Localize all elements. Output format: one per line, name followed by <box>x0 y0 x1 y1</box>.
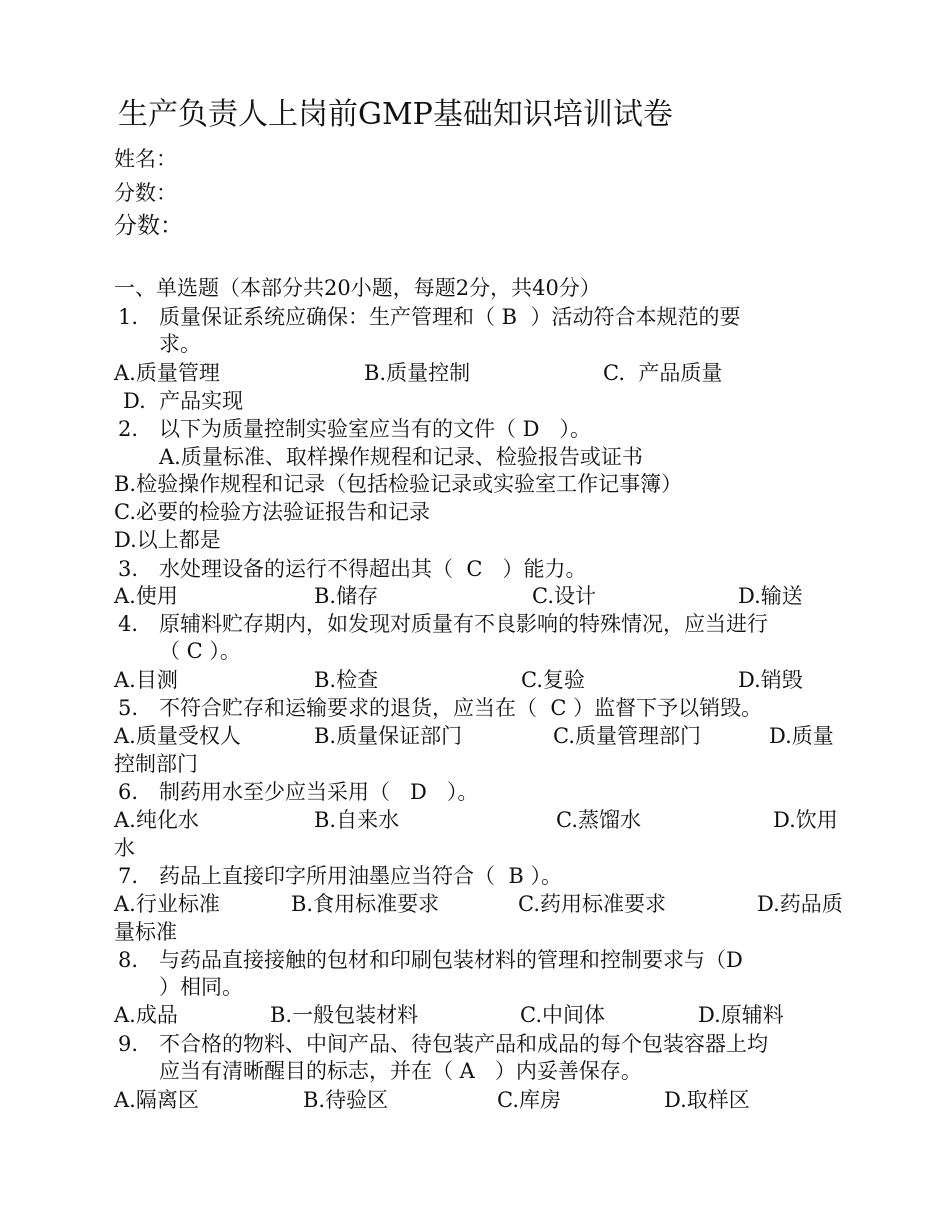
option-c: C.必要的检验方法验证报告和记录 <box>114 500 430 524</box>
question-number: 8. <box>118 948 139 972</box>
question-number: 3. <box>118 557 139 581</box>
option-b: B.检查 <box>314 668 379 692</box>
question-text-continued: 应当有清晰醒目的标志，并在（ A ）内妥善保存。 <box>159 1059 642 1083</box>
option-b: B.检验操作规程和记录（包括检验记录或实验室工作记事簿） <box>114 472 683 496</box>
section-heading: 一、单选题（本部分共20小题，每题2分，共40分） <box>114 276 601 300</box>
option-a: A.质量管理 <box>114 361 220 385</box>
option-b: B.一般包装材料 <box>270 1003 419 1027</box>
option-d-continued: 控制部门 <box>114 752 198 776</box>
option-a: A.隔离区 <box>114 1088 199 1112</box>
question-text: 药品上直接印字所用油墨应当符合（ B ）。 <box>159 864 562 888</box>
name-label: 姓名： <box>114 147 177 171</box>
question-number: 7. <box>118 864 139 888</box>
option-d: D.原辅料 <box>698 1003 784 1027</box>
question-number: 6. <box>118 780 139 804</box>
question-number: 1. <box>118 305 139 329</box>
option-c: C.复验 <box>521 668 585 692</box>
option-a: A.行业标准 <box>114 892 220 916</box>
question-text: 不符合贮存和运输要求的退货，应当在（ C ）监督下予以销毁。 <box>159 696 763 720</box>
option-d: D. 产品实现 <box>123 389 244 413</box>
option-d: D.药品质 <box>757 892 843 916</box>
question-text: 水处理设备的运行不得超出其（ C ）能力。 <box>159 557 587 581</box>
question-text: 与药品直接接触的包材和印刷包装材料的管理和控制要求与（D <box>159 948 743 972</box>
question-text-continued: ）相同。 <box>159 975 243 999</box>
question-number: 2. <box>118 417 139 441</box>
question-text: 制药用水至少应当采用（ D ）。 <box>159 780 479 804</box>
option-c: C.中间体 <box>520 1003 605 1027</box>
option-c: C.药用标准要求 <box>518 892 666 916</box>
option-d: D.以上都是 <box>114 528 221 552</box>
question-text: 原辅料贮存期内，如发现对质量有不良影响的特殊情况，应当进行 <box>159 612 768 636</box>
question-text: 质量保证系统应确保：生产管理和（ B ）活动符合本规范的要 <box>159 305 741 329</box>
option-d: D.输送 <box>738 584 803 608</box>
option-c: C.蒸馏水 <box>556 808 641 832</box>
option-b: B.质量控制 <box>364 361 471 385</box>
page-title: 生产负责人上岗前GMP基础知识培训试卷 <box>118 97 673 132</box>
score-label-large: 分数： <box>114 213 183 239</box>
option-b: B.质量保证部门 <box>314 724 463 748</box>
option-c: C.库房 <box>497 1088 561 1112</box>
option-d: D.质量 <box>769 724 834 748</box>
option-d: D.取样区 <box>664 1088 750 1112</box>
option-b: B.食用标准要求 <box>291 892 440 916</box>
option-d: D.饮用 <box>773 808 838 832</box>
option-b: B.待验区 <box>303 1088 389 1112</box>
question-number: 9. <box>118 1032 139 1056</box>
option-b: B.储存 <box>314 584 379 608</box>
option-a: A.质量受权人 <box>114 724 241 748</box>
option-c: C. 产品质量 <box>603 361 723 385</box>
option-c: C.设计 <box>532 584 596 608</box>
question-number: 5. <box>118 696 139 720</box>
question-text: 以下为质量控制实验室应当有的文件（ D ）。 <box>159 417 592 441</box>
option-d-continued: 量标准 <box>114 920 177 944</box>
option-d: D.销毁 <box>738 668 803 692</box>
option-a: A.目测 <box>114 668 178 692</box>
question-text-continued: 求。 <box>159 332 201 356</box>
score-label: 分数： <box>114 181 177 205</box>
question-text-continued: （ C ）。 <box>159 639 241 663</box>
option-a: A.纯化水 <box>114 808 199 832</box>
option-b: B.自来水 <box>314 808 400 832</box>
option-c: C.质量管理部门 <box>553 724 701 748</box>
option-d-continued: 水 <box>114 836 135 860</box>
question-number: 4. <box>118 612 139 636</box>
question-text: 不合格的物料、中间产品、待包装产品和成品的每个包装容器上均 <box>159 1032 768 1056</box>
option-a: A.使用 <box>114 584 178 608</box>
option-a: A.质量标准、取样操作规程和记录、检验报告或证书 <box>159 445 643 469</box>
option-a: A.成品 <box>114 1003 178 1027</box>
